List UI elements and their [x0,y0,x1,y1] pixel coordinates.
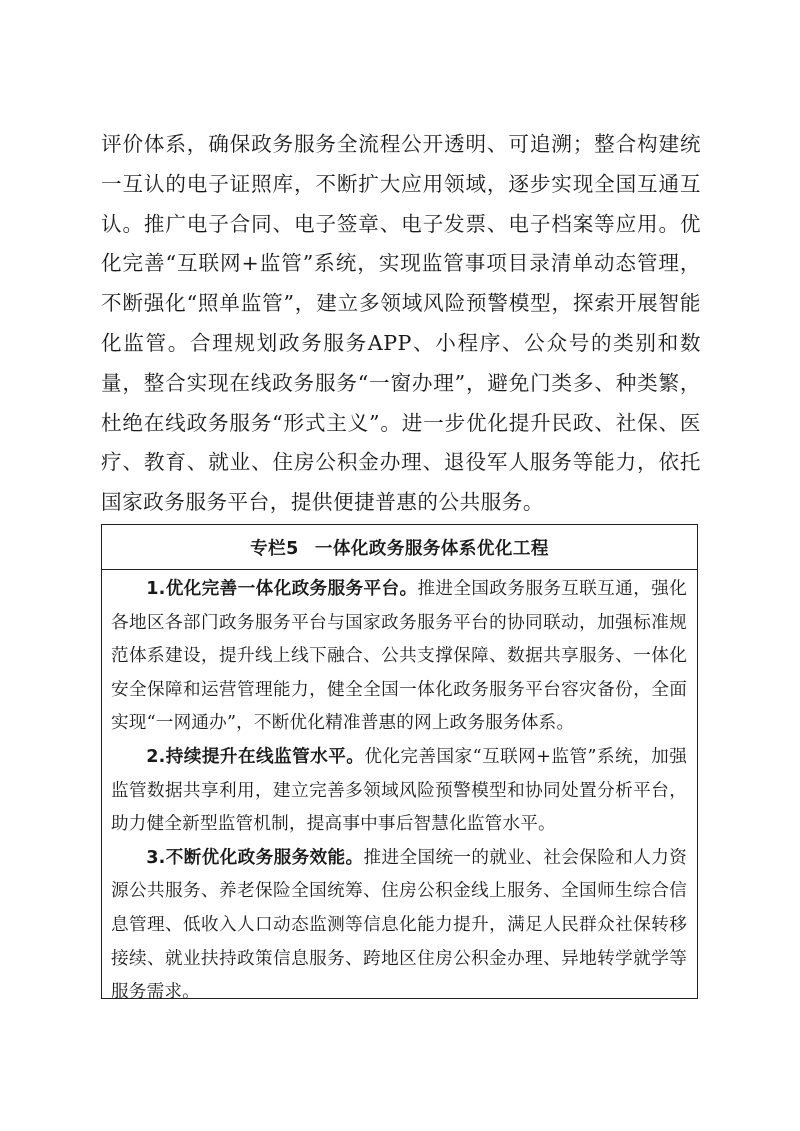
box-item [111,573,687,741]
special-column-box [101,524,698,1003]
box-item [111,842,687,1010]
box-item-text: 优化完善国家“互联网+监管”系统，加强监管数据共享利用，建立完善多领域风险预警模型和协同处置分析平台，助力健全新型监管机制，提高事中事后智慧化监管水平。 [111,746,687,835]
box-item-text: 推进全国政务服务互联互通，强化各地区各部门政务服务平台与国家政务服务平台的协同联动，加强标准规范体系建设，提升线上线下融合、公共支撑保障、数据共享服务、一体化安全保障和运营管理能力，健全全国一体化政务服务平台容灾备份，全面实现“一网通办”，不断优化精准普惠的网上政务服务体系。 [111,579,687,734]
box-item-lead: 1.优化完善一体化政务服务平台。 [146,579,418,599]
box-item-lead: 2.持续提升在线监管水平。 [146,746,365,767]
box-item-text: 推进全国统一的就业、社会保险和人力资源公共服务、养老保险全国统筹、住房公积金线上服务、全国师生综合信息管理、低收入人口动态监测等信息化能力提升，满足人民群众社保转移接续、就业扶持政策信息服务、跨地区住房公积金办理、异地转学就学等服务需求。 [111,847,688,1003]
box-item [111,741,687,842]
box-item-lead: 3.不断优化政务服务效能。 [146,847,364,868]
box-body [102,570,697,1010]
body-paragraph: 评价体系，确保政务服务全流程公开透明、可追溯；整合构建统一互认的电子证照库，不断扩大应用领域，逐步实现全国互通互认。推广电子合同、电子签章、电子发票、电子档案等应用。优化完善“互联网+监管”系统，实现监管事项目录清单动态管理，不断强化“照单监管”，建立多领域风险预警模型，探索开展智能化监管。合理规划政务服务APP、小程序、公众号的类别和数量，整合实现在线政务服务“一窗办理”，避免门类多、种类繁，杜绝在线政务服务“形式主义”。进一步优化提升民政、社保、医疗、教育、就业、住房公积金办理、退役军人服务等能力，依托国家政务服务平台，提供便捷普惠的公共服务。 [101,132,701,515]
box-title: 一体化政务服务体系优化工程 [314,538,549,559]
box-label: 专栏5 [250,538,299,559]
box-header [102,525,697,570]
